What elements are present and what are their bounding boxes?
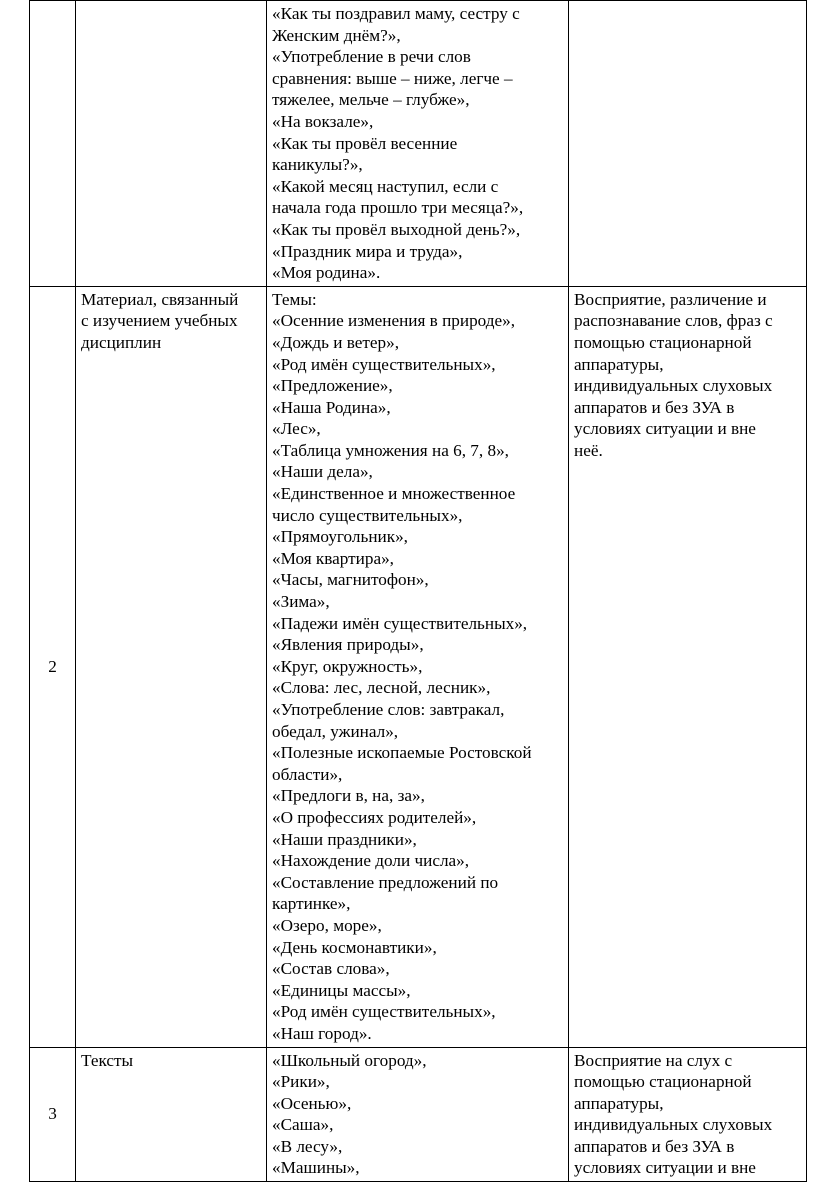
topic-line: «Как ты провёл выходной день?», — [272, 219, 521, 239]
section-cell — [76, 1047, 267, 1182]
activity-cell — [569, 1, 807, 287]
row-number: 2 — [48, 656, 57, 676]
topic-line: Женским днём?», — [272, 25, 401, 45]
section-cell — [76, 1, 267, 287]
topic-line: «Как ты провёл весенние — [272, 133, 458, 153]
activity-line: условиях ситуации и вне — [574, 419, 756, 439]
topic-line: обедал, ужинал», — [272, 721, 399, 741]
topic-line: «Предлоги в, на, за», — [272, 786, 425, 806]
topic-line: «Единицы массы», — [272, 980, 411, 1000]
topic-line: «Предложение», — [272, 376, 393, 396]
row-number-cell — [30, 286, 76, 1047]
topic-line: «В лесу», — [272, 1136, 343, 1156]
section-line: Материал, связанный — [81, 289, 239, 309]
row-number: 3 — [48, 1104, 57, 1124]
topic-line: «Часы, магнитофон», — [272, 570, 429, 590]
activity-line: неё. — [574, 440, 603, 460]
topic-line: «Как ты поздравил маму, сестру с — [272, 4, 520, 23]
activity-line: аппаратуры, — [574, 1093, 664, 1113]
section-line: дисциплин — [81, 332, 162, 352]
activity-cell — [569, 286, 807, 1047]
activity-line: условиях ситуации и вне — [574, 1158, 756, 1178]
topic-line: начала года прошло три месяца?», — [272, 198, 524, 218]
topic-line: «Саша», — [272, 1115, 334, 1135]
topic-line: «Употребление в речи слов — [272, 47, 471, 67]
section-line: Тексты — [81, 1050, 134, 1070]
topic-line: «Осенние изменения в природе», — [272, 311, 516, 331]
row-number-cell — [30, 1047, 76, 1182]
topic-line: «Употребление слов: завтракал, — [272, 700, 505, 719]
topic-line: «Круг, окружность», — [272, 656, 423, 676]
topic-line: «Нахождение доли числа», — [272, 851, 470, 871]
topics-cell — [267, 1047, 569, 1182]
activity-line: Восприятие, различение и — [574, 289, 767, 309]
activity-line: распознавание слов, фраз с — [574, 311, 773, 331]
topics-cell — [267, 1, 569, 287]
topic-line: «Составление предложений по — [272, 872, 499, 892]
topic-line: «На вокзале», — [272, 111, 374, 131]
topic-line: «Наши праздники», — [272, 829, 417, 849]
program-table — [29, 0, 807, 1182]
activity-cell — [569, 1047, 807, 1182]
topic-line: «Наши дела», — [272, 462, 373, 482]
section-line: с изучением учебных — [81, 311, 238, 331]
activity-line: аппаратов и без ЗУА в — [574, 397, 735, 417]
topic-line: области», — [272, 764, 343, 784]
topic-line: «Единственное и множественное — [272, 484, 516, 504]
activity-line: помощью стационарной — [574, 332, 752, 352]
topic-line: «Состав слова», — [272, 959, 390, 979]
topic-line: «Явления природы», — [272, 635, 424, 655]
topic-line: «Полезные ископаемые Ростовской — [272, 743, 532, 763]
activity-line: помощью стационарной — [574, 1072, 752, 1092]
topic-line: «Лес», — [272, 419, 321, 439]
topic-line: «Прямоугольник», — [272, 527, 408, 547]
topic-line: «Моя квартира», — [272, 548, 394, 568]
topic-line: «Рики», — [272, 1072, 330, 1092]
topic-line: «О профессиях родителей», — [272, 807, 477, 827]
topic-line: «Озеро, море», — [272, 915, 382, 935]
topic-line: «Род имён существительных», — [272, 354, 496, 374]
topic-line: «Таблица умножения на 6, 7, 8», — [272, 440, 509, 460]
activity-line: индивидуальных слуховых — [574, 376, 773, 396]
topic-line: «Какой месяц наступил, если с — [272, 176, 499, 196]
topic-line: картинке», — [272, 894, 351, 914]
table-row — [30, 1, 807, 287]
topic-line: «Школьный огород», — [272, 1050, 427, 1070]
topic-line: «Падежи имён существительных», — [272, 613, 528, 633]
table-row — [30, 286, 807, 1047]
activity-line: аппаратуры, — [574, 354, 664, 374]
topic-line: «Осенью», — [272, 1093, 352, 1113]
topic-line: «Наша Родина», — [272, 397, 391, 417]
topic-line: «Слова: лес, лесной, лесник», — [272, 678, 491, 698]
section-cell — [76, 286, 267, 1047]
topic-line: сравнения: выше – ниже, легче – — [272, 68, 513, 88]
activity-line: аппаратов и без ЗУА в — [574, 1136, 735, 1156]
topic-line: каникулы?», — [272, 155, 363, 175]
row-number-cell — [30, 1, 76, 287]
activity-line: индивидуальных слуховых — [574, 1115, 773, 1135]
topic-line: «Дождь и ветер», — [272, 332, 400, 352]
topics-cell — [267, 286, 569, 1047]
topic-line: «Зима», — [272, 592, 330, 612]
topic-line: «Праздник мира и труда», — [272, 241, 463, 261]
topic-line: тяжелее, мельче – глубже», — [272, 90, 470, 110]
topic-line: «Моя родина». — [272, 263, 381, 283]
topic-line: Темы: — [272, 289, 317, 309]
table-row — [30, 1047, 807, 1182]
activity-line: Восприятие на слух с — [574, 1050, 733, 1070]
topic-line: «Наш город». — [272, 1023, 372, 1043]
topic-line: «День космонавтики», — [272, 937, 437, 957]
topic-line: число существительных», — [272, 505, 463, 525]
topic-line: «Машины», — [272, 1158, 360, 1178]
topic-line: «Род имён существительных», — [272, 1002, 496, 1022]
